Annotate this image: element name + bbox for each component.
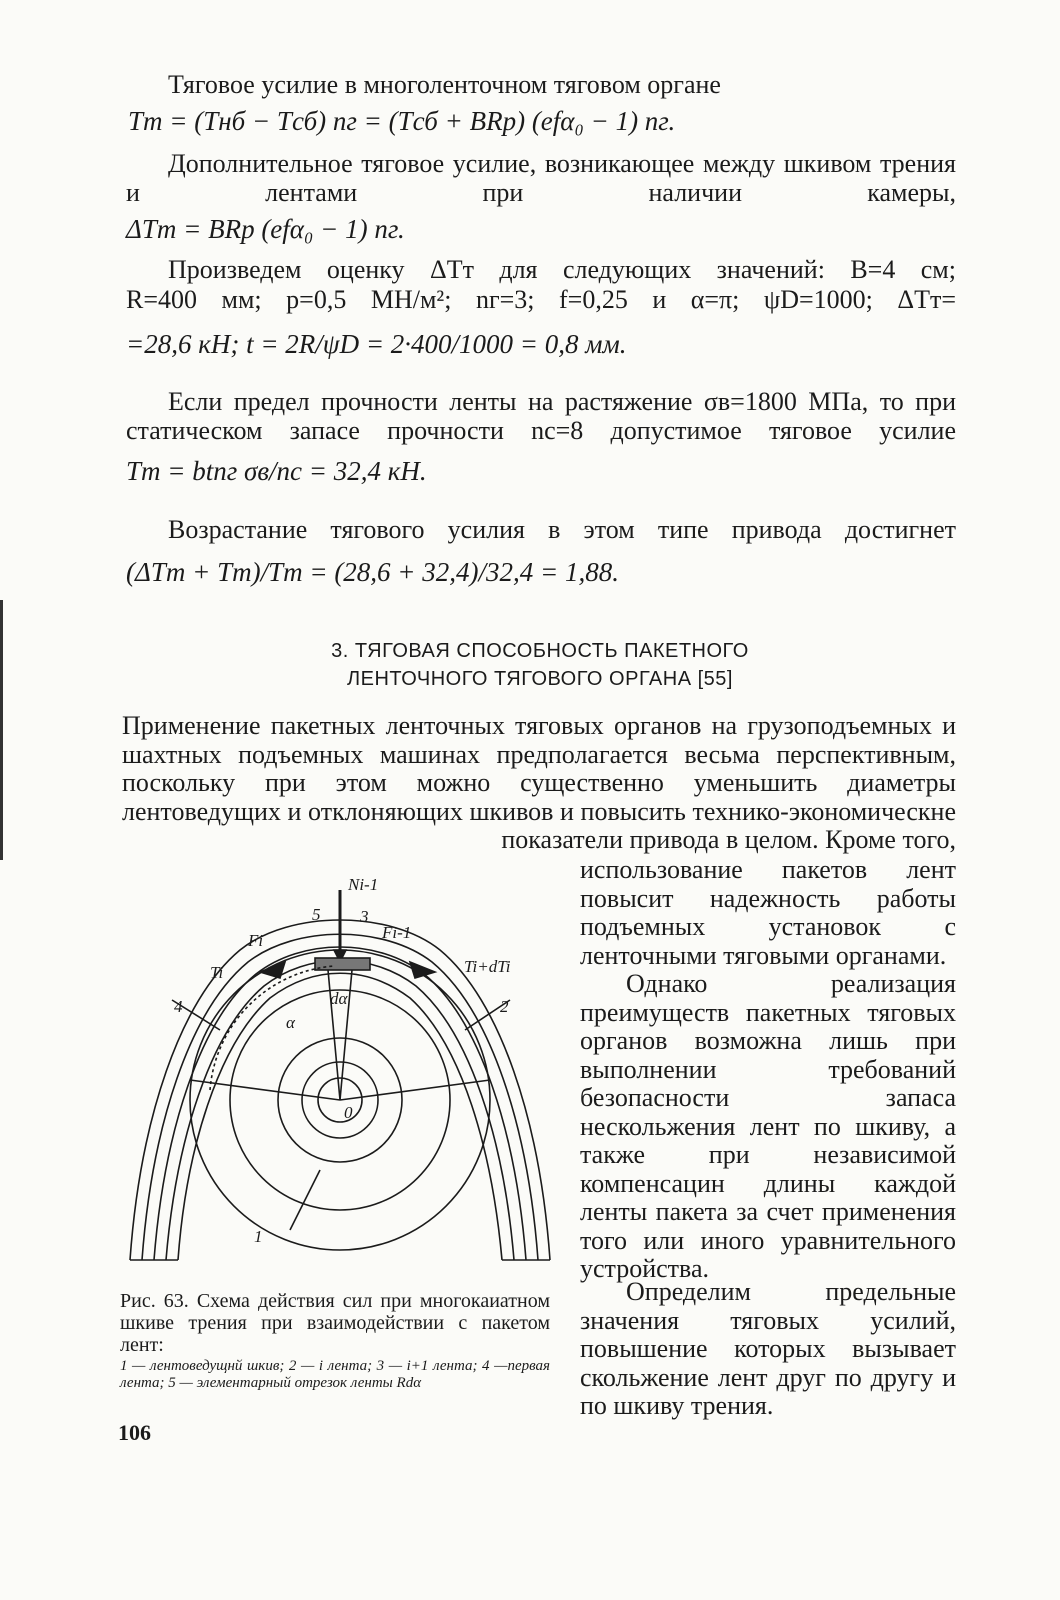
label-d-alpha: dα xyxy=(330,989,348,1008)
label-three: 3 xyxy=(360,907,369,926)
label-friction-right: Fi-1 xyxy=(382,923,412,942)
label-one: 1 xyxy=(254,1227,263,1246)
page-number: 106 xyxy=(118,1420,151,1445)
figure-caption: Рис. 63. Схема действия сил при многокаиатном шкиве трения при взаимодействии с пакетом лент: xyxy=(120,1290,550,1356)
scan-edge-mark xyxy=(0,600,3,860)
paragraph-strength: Если предел прочности ленты на растяжение σв=1800 МПа, то при статическом запасе прочности nс=8 допустимое тяговое усилие xyxy=(126,387,956,445)
right-column-paragraph-2: Однако реализация преимуществ пакетных тяговых органов возможна лишь при выполнении требований безопасности запаса нескольжения лент по шкиву, а также при независимой компенсацин длины каждой ленты пакета за счет применения того или иного уравнительного устройства. xyxy=(580,969,956,1283)
paragraph-estimate-line1: Произведем оценку ΔTт для следующих значений: B=4 см; xyxy=(168,255,956,284)
paragraph-traction-intro: Тяговое усилие в многоленточном тяговом органе xyxy=(168,70,721,99)
figure-legend: 1 — лентоведущнй шкив; 2 — i лента; 3 — i+1 лента; 4 —первая лента; 5 — элементарный отрезок ленты Rdα xyxy=(120,1358,550,1391)
label-friction-left: Fi xyxy=(248,931,264,950)
right-column-paragraph-1: использование пакетов лент повысит надежность работы подъемных установок с ленточными тяговыми органами. xyxy=(580,855,956,970)
label-two: 2 xyxy=(500,997,509,1016)
formula-additional-force: ΔTт = BRp (efα₀ − 1) nг. xyxy=(126,214,405,244)
section-heading-line1: 3. ТЯГОВАЯ СПОСОБНОСТЬ ПАКЕТНОГО xyxy=(331,640,749,662)
paragraph-increase: Возрастание тягового усилия в этом типе привода достигнет xyxy=(168,515,956,544)
label-tension-left: Ti xyxy=(210,963,224,982)
label-normal-force: Ni-1 xyxy=(348,875,379,894)
formula-permissible-force: Tт = btnг σв/nс = 32,4 кН. xyxy=(126,456,427,486)
pulley-force-diagram xyxy=(120,870,560,1290)
paragraph-additional-force: Дополнительное тяговое усилие, возникающее между шкивом трения и лентами при наличии камеры, xyxy=(126,149,956,207)
formula-ratio: (ΔTт + Tт)/Tт = (28,6 + 32,4)/32,4 = 1,88. xyxy=(126,557,619,587)
label-alpha: α xyxy=(286,1013,295,1032)
label-five: 5 xyxy=(312,905,321,924)
formula-thickness: =28,6 кН; t = 2R/ψD = 2·400/1000 = 0,8 мм. xyxy=(126,329,627,359)
label-four: 4 xyxy=(174,997,183,1016)
formula-traction-force: Tт = (Tнб − Tсб) nг = (Tсб + BRp) (efα₀ − 1) nг. xyxy=(128,106,676,136)
label-tension-right: Ti+dTi xyxy=(464,957,511,976)
section-heading-line2: ЛЕНТОЧНОГО ТЯГОВОГО ОРГАНА [55] xyxy=(347,668,733,690)
right-column-paragraph-3: Определим предельные значения тяговых усилий, повышение которых вызывает скольжение лент друг по другу и по шкиву трения. xyxy=(580,1277,956,1420)
label-center: 0 xyxy=(344,1103,353,1122)
paragraph-package-belts: Применение пакетных ленточных тяговых органов на грузоподъемных и шахтных подъемных машинах предполагается весьма перспективным, поскольку при этом можно существенно уменьшить диаметры лентоведущих и отклоняющих шкивов и повысить технико-экономическне показатели привода в целом. Кроме того, xyxy=(122,711,956,854)
paragraph-estimate-line2: R=400 мм; p=0,5 МН/м²; nг=3; f=0,25 и α=π; ψD=1000; ΔTт= xyxy=(126,285,956,314)
